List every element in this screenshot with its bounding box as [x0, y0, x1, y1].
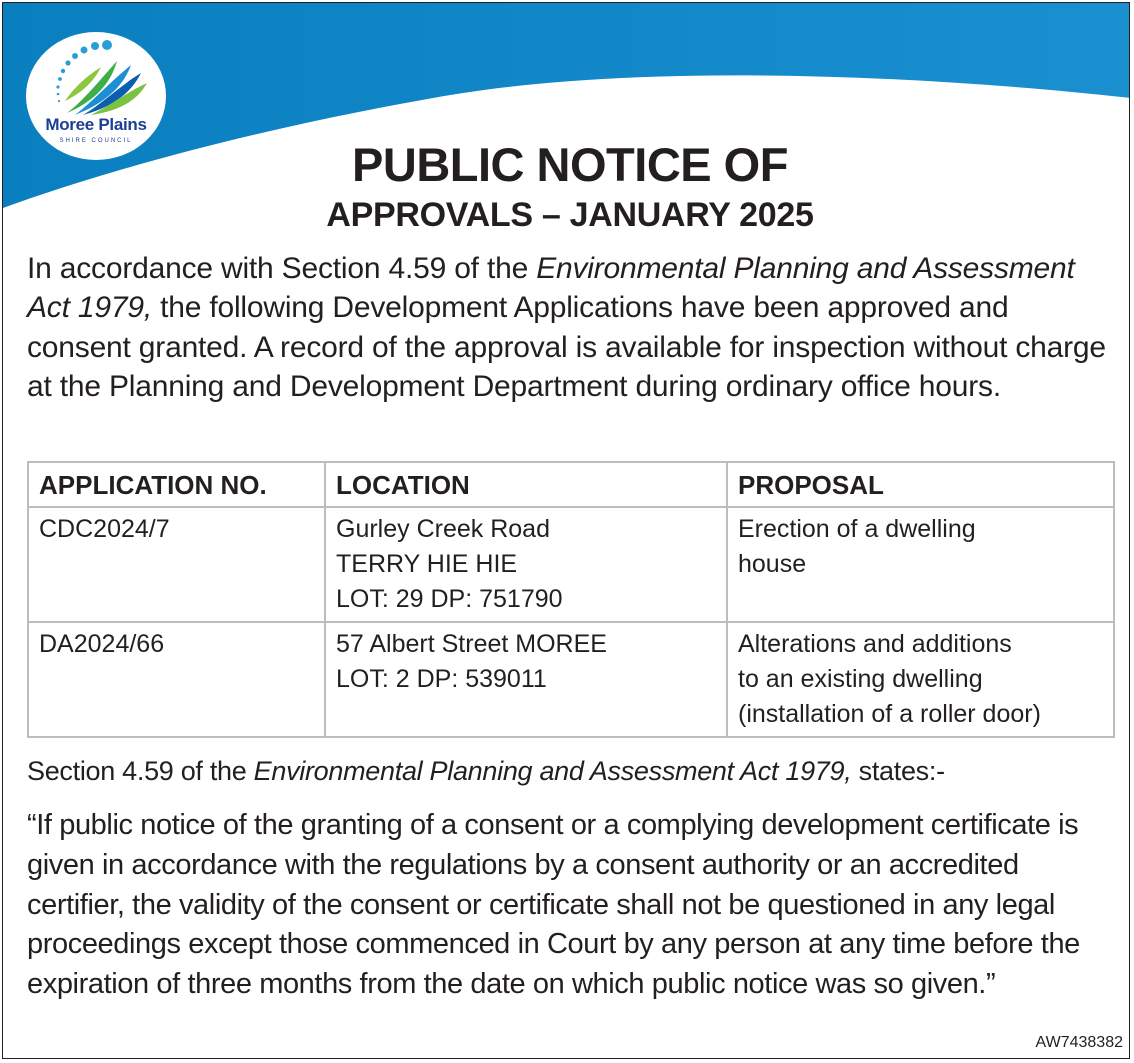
location-cell — [325, 622, 727, 737]
section-act-name: Environmental Planning and Assessment Act 1979, — [253, 756, 852, 786]
table-header-row — [28, 462, 1114, 507]
table-row — [28, 622, 1114, 737]
location-line: TERRY HIE HIE — [336, 550, 518, 578]
location-line: 57 Albert Street MOREE — [336, 630, 607, 658]
proposal-line: to an existing dwelling — [738, 665, 983, 693]
section-statement — [27, 756, 1117, 787]
intro-text-a: In accordance with Section 4.59 of the — [27, 252, 537, 285]
intro-text-b: the following Development Applications have been approved and consent granted. A record of the approval is available for inspection without charge at the Planning and Development Department during ordinary office hours. — [27, 291, 1106, 404]
notice-subtitle: APPROVALS – JANUARY 2025 — [326, 196, 814, 234]
intro-act-name: Environmental Planning and Assessment Act 1979, — [27, 252, 1075, 325]
location-line: Gurley Creek Road — [336, 515, 550, 543]
proposal-cell — [727, 507, 1114, 622]
location-line: LOT: 29 DP: 751790 — [336, 585, 563, 613]
logo-name: Moree Plains — [45, 115, 147, 134]
notice-title: PUBLIC NOTICE OF — [352, 138, 788, 191]
proposal-line: house — [738, 550, 807, 578]
application-no-cell — [28, 622, 325, 737]
application-no: CDC2024/7 — [39, 515, 170, 543]
section-quote: “If public notice of the granting of a consent or a complying development certificate is given in accordance with the regulations by a consent authority or an accredited certifier, the validity of the consent or certificate shall not be questioned in any legal proceedings except those commenced in Court by any person at any time before the expiration of three months from the date on which public notice was so given.” — [27, 809, 1080, 1001]
section-text-b: states:- — [851, 756, 945, 786]
reference-code: AW7438382 — [1035, 1034, 1123, 1051]
location-cell — [325, 507, 727, 622]
header-application-no: APPLICATION NO. — [28, 462, 325, 507]
proposal-line: (installation of a roller door) — [738, 700, 1041, 728]
header-proposal: PROPOSAL — [727, 462, 1114, 507]
notice-frame — [2, 2, 1130, 1059]
section-text-a: Section 4.59 of the — [27, 756, 254, 786]
proposal-cell — [727, 622, 1114, 737]
approvals-table — [27, 461, 1115, 738]
proposal-line: Erection of a dwelling — [738, 515, 976, 543]
location-line: LOT: 2 DP: 539011 — [336, 665, 547, 693]
logo-subtitle: SHIRE COUNCIL — [59, 138, 133, 144]
application-no: DA2024/66 — [39, 630, 165, 658]
header-location: LOCATION — [325, 462, 727, 507]
table-row — [28, 507, 1114, 622]
application-no-cell — [28, 507, 325, 622]
intro-paragraph — [27, 249, 1113, 407]
proposal-line: Alterations and additions — [738, 630, 1012, 658]
